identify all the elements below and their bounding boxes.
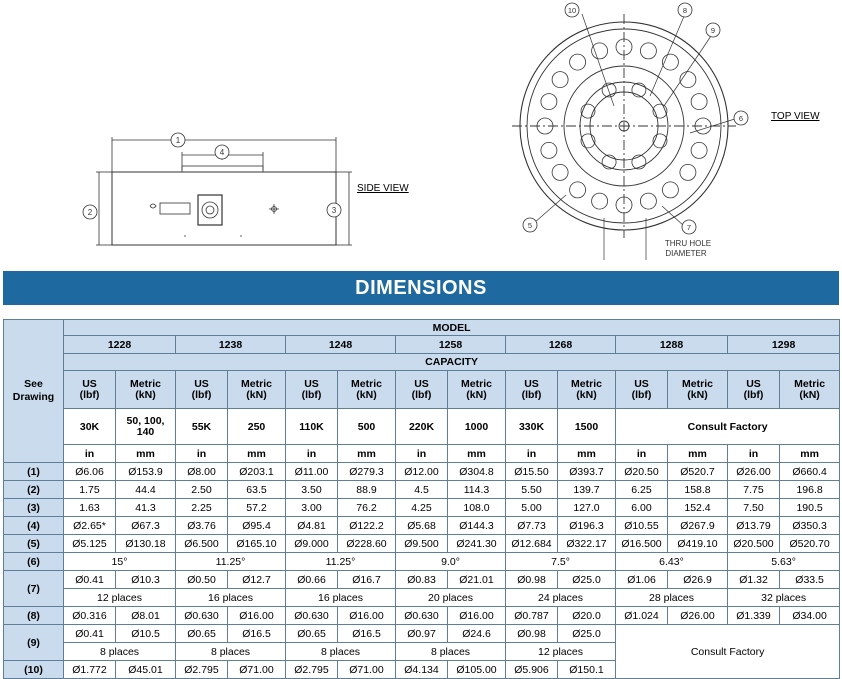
model-number: 1268 xyxy=(506,336,616,354)
thru-hole-label-1: THRU HOLE xyxy=(664,239,712,248)
value-cell: 1.63 xyxy=(64,499,116,517)
value-cell: Ø26.00 xyxy=(728,463,780,481)
inner-bolt-hole xyxy=(581,134,595,148)
capacity-metric: 250 xyxy=(228,409,286,445)
row-label: (7) xyxy=(4,571,64,607)
value-cell: 108.0 xyxy=(448,499,506,517)
value-cell: 7.75 xyxy=(728,481,780,499)
value-cell: Ø350.3 xyxy=(780,517,840,535)
value-cell: Ø16.7 xyxy=(338,571,396,589)
value-cell: 6.00 xyxy=(616,499,668,517)
callout-10: 10 xyxy=(567,6,577,15)
see-drawing-header: See Drawing xyxy=(4,320,64,463)
value-cell: 2.50 xyxy=(176,481,228,499)
capacity-metric: 500 xyxy=(338,409,396,445)
inner-bolt-hole xyxy=(632,155,646,169)
value-cell: Ø10.5 xyxy=(116,625,176,643)
callout-5: 5 xyxy=(527,221,533,230)
value-cell: Ø15.50 xyxy=(506,463,558,481)
value-cell: Ø1.024 xyxy=(616,607,668,625)
unit-mm: mm xyxy=(668,445,728,463)
value-cell: Ø241.30 xyxy=(448,535,506,553)
callout-4: 4 xyxy=(219,148,225,157)
value-cell: Ø144.3 xyxy=(448,517,506,535)
value-cell: Ø6.500 xyxy=(176,535,228,553)
unit-in: in xyxy=(286,445,338,463)
inner-bolt-hole xyxy=(632,83,646,97)
value-cell: Ø419.10 xyxy=(668,535,728,553)
callout-3: 3 xyxy=(331,206,337,215)
outer-bolt-hole xyxy=(570,54,586,70)
value-cell: Ø25.0 xyxy=(558,571,616,589)
value-cell: Ø304.8 xyxy=(448,463,506,481)
value-cell: Ø0.98 xyxy=(506,571,558,589)
places-cell: 28 places xyxy=(616,589,728,607)
dimensions-table xyxy=(3,319,840,679)
row-label: (6) xyxy=(4,553,64,571)
row-label: (4) xyxy=(4,517,64,535)
value-cell: Ø0.630 xyxy=(176,607,228,625)
inner-bolt-hole xyxy=(602,155,616,169)
model-number: 1288 xyxy=(616,336,728,354)
outer-bolt-hole xyxy=(680,164,696,180)
unit-mm: mm xyxy=(448,445,506,463)
value-cell: 152.4 xyxy=(668,499,728,517)
unit-mm: mm xyxy=(780,445,840,463)
value-cell: Ø3.76 xyxy=(176,517,228,535)
value-cell: 2.25 xyxy=(176,499,228,517)
capacity-us: 330K xyxy=(506,409,558,445)
capacity-us: 30K xyxy=(64,409,116,445)
value-cell: 3.00 xyxy=(286,499,338,517)
value-cell: 4.5 xyxy=(396,481,448,499)
capacity-us: 110K xyxy=(286,409,338,445)
value-cell: Ø1.06 xyxy=(616,571,668,589)
value-cell: Ø16.00 xyxy=(338,607,396,625)
callout-6: 6 xyxy=(738,114,744,123)
places-cell: 12 places xyxy=(506,643,616,661)
value-cell: Ø1.32 xyxy=(728,571,780,589)
model-number: 1248 xyxy=(286,336,396,354)
value-cell: Ø0.65 xyxy=(176,625,228,643)
unit-metric-header: Metric (kN) xyxy=(338,371,396,409)
outer-bolt-hole xyxy=(592,43,608,59)
value-cell: Ø0.66 xyxy=(286,571,338,589)
value-cell: 196.8 xyxy=(780,481,840,499)
value-cell: Ø9.000 xyxy=(286,535,338,553)
value-cell: Ø0.50 xyxy=(176,571,228,589)
callout-2: 2 xyxy=(87,208,93,217)
outer-bolt-hole xyxy=(552,72,568,88)
value-cell: Ø4.81 xyxy=(286,517,338,535)
unit-metric-header: Metric (kN) xyxy=(116,371,176,409)
unit-metric-header: Metric (kN) xyxy=(558,371,616,409)
value-cell: 158.8 xyxy=(668,481,728,499)
value-cell: Ø16.5 xyxy=(228,625,286,643)
outer-bolt-hole xyxy=(691,142,707,158)
unit-mm: mm xyxy=(338,445,396,463)
outer-bolt-hole xyxy=(680,72,696,88)
value-cell: Ø0.630 xyxy=(396,607,448,625)
value-cell: Ø10.3 xyxy=(116,571,176,589)
angle-cell: 7.5° xyxy=(506,553,616,571)
unit-in: in xyxy=(506,445,558,463)
outer-bolt-hole xyxy=(640,193,656,209)
value-cell: Ø660.4 xyxy=(780,463,840,481)
places-cell: 16 places xyxy=(176,589,286,607)
value-cell: Ø4.134 xyxy=(396,661,448,679)
outer-bolt-hole xyxy=(691,94,707,110)
value-cell: Ø203.1 xyxy=(228,463,286,481)
value-cell: Ø0.630 xyxy=(286,607,338,625)
angle-cell: 11.25° xyxy=(176,553,286,571)
value-cell: Ø322.17 xyxy=(558,535,616,553)
value-cell: Ø24.6 xyxy=(448,625,506,643)
inner-bolt-hole xyxy=(653,134,667,148)
unit-mm: mm xyxy=(228,445,286,463)
value-cell: Ø95.4 xyxy=(228,517,286,535)
row-label: (10) xyxy=(4,661,64,679)
value-cell: Ø71.00 xyxy=(338,661,396,679)
unit-us-header: US (lbf) xyxy=(616,371,668,409)
value-cell: 41.3 xyxy=(116,499,176,517)
value-cell: Ø153.9 xyxy=(116,463,176,481)
value-cell: 44.4 xyxy=(116,481,176,499)
outer-bolt-hole xyxy=(541,142,557,158)
unit-metric-header: Metric (kN) xyxy=(780,371,840,409)
value-cell: Ø5.68 xyxy=(396,517,448,535)
value-cell: 88.9 xyxy=(338,481,396,499)
side-view-drawing xyxy=(0,0,842,268)
value-cell: 5.50 xyxy=(506,481,558,499)
value-cell: Ø16.500 xyxy=(616,535,668,553)
places-cell: 32 places xyxy=(728,589,840,607)
value-cell: Ø0.316 xyxy=(64,607,116,625)
value-cell: Ø8.00 xyxy=(176,463,228,481)
outer-bolt-hole xyxy=(640,43,656,59)
value-cell: Ø2.795 xyxy=(286,661,338,679)
value-cell: 57.2 xyxy=(228,499,286,517)
row-label: (9) xyxy=(4,625,64,661)
row-label: (5) xyxy=(4,535,64,553)
value-cell: Ø1.772 xyxy=(64,661,116,679)
inner-bolt-hole xyxy=(653,104,667,118)
value-cell: Ø67.3 xyxy=(116,517,176,535)
value-cell: Ø122.2 xyxy=(338,517,396,535)
consult-factory-cell: Consult Factory xyxy=(616,409,840,445)
value-cell: Ø71.00 xyxy=(228,661,286,679)
value-cell: Ø130.18 xyxy=(116,535,176,553)
value-cell: 1.75 xyxy=(64,481,116,499)
drawings-area xyxy=(0,0,842,268)
places-cell: 12 places xyxy=(64,589,176,607)
callout-7: 7 xyxy=(686,223,692,232)
value-cell: Ø13.79 xyxy=(728,517,780,535)
value-cell: Ø8.01 xyxy=(116,607,176,625)
value-cell: 190.5 xyxy=(780,499,840,517)
places-cell: 20 places xyxy=(396,589,506,607)
value-cell: Ø0.98 xyxy=(506,625,558,643)
value-cell: Ø0.787 xyxy=(506,607,558,625)
inner-bolt-hole xyxy=(581,104,595,118)
places-cell: 24 places xyxy=(506,589,616,607)
model-number: 1238 xyxy=(176,336,286,354)
angle-cell: 5.63° xyxy=(728,553,840,571)
top-view-label: TOP VIEW xyxy=(771,111,820,122)
value-cell: Ø11.00 xyxy=(286,463,338,481)
angle-cell: 9.0° xyxy=(396,553,506,571)
places-cell: 8 places xyxy=(64,643,176,661)
value-cell: Ø6.06 xyxy=(64,463,116,481)
value-cell: Ø520.70 xyxy=(780,535,840,553)
dimensions-banner: DIMENSIONS xyxy=(3,271,839,305)
capacity-metric: 50, 100, 140 xyxy=(116,409,176,445)
capacity-us: 55K xyxy=(176,409,228,445)
value-cell: 114.3 xyxy=(448,481,506,499)
capacity-metric: 1000 xyxy=(448,409,506,445)
value-cell: Ø2.795 xyxy=(176,661,228,679)
model-number: 1298 xyxy=(728,336,840,354)
value-cell: Ø16.00 xyxy=(448,607,506,625)
value-cell: Ø5.906 xyxy=(506,661,558,679)
value-cell: Ø12.684 xyxy=(506,535,558,553)
places-cell: 8 places xyxy=(396,643,506,661)
angle-cell: 15° xyxy=(64,553,176,571)
unit-in: in xyxy=(396,445,448,463)
unit-us-header: US (lbf) xyxy=(396,371,448,409)
model-number: 1228 xyxy=(64,336,176,354)
value-cell: 6.25 xyxy=(616,481,668,499)
unit-us-header: US (lbf) xyxy=(286,371,338,409)
value-cell: Ø393.7 xyxy=(558,463,616,481)
outer-bolt-hole xyxy=(541,94,557,110)
unit-mm: mm xyxy=(558,445,616,463)
unit-us-header: US (lbf) xyxy=(728,371,780,409)
model-header: MODEL xyxy=(64,320,840,336)
row-label: (8) xyxy=(4,607,64,625)
unit-in: in xyxy=(728,445,780,463)
consult-factory-cell: Consult Factory xyxy=(616,625,840,679)
value-cell: Ø12.7 xyxy=(228,571,286,589)
value-cell: 76.2 xyxy=(338,499,396,517)
value-cell: Ø0.83 xyxy=(396,571,448,589)
places-cell: 16 places xyxy=(286,589,396,607)
places-cell: 8 places xyxy=(286,643,396,661)
value-cell: Ø279.3 xyxy=(338,463,396,481)
value-cell: Ø0.97 xyxy=(396,625,448,643)
value-cell: 3.50 xyxy=(286,481,338,499)
value-cell: Ø26.9 xyxy=(668,571,728,589)
value-cell: Ø21.01 xyxy=(448,571,506,589)
callout-9: 9 xyxy=(710,26,716,35)
unit-metric-header: Metric (kN) xyxy=(448,371,506,409)
unit-metric-header: Metric (kN) xyxy=(668,371,728,409)
angle-cell: 6.43° xyxy=(616,553,728,571)
capacity-header: CAPACITY xyxy=(64,354,840,371)
value-cell: Ø45.01 xyxy=(116,661,176,679)
value-cell: Ø9.500 xyxy=(396,535,448,553)
value-cell: Ø20.0 xyxy=(558,607,616,625)
unit-mm: mm xyxy=(116,445,176,463)
places-cell: 8 places xyxy=(176,643,286,661)
capacity-metric: 1500 xyxy=(558,409,616,445)
inner-bolt-hole xyxy=(602,83,616,97)
outer-bolt-hole xyxy=(662,182,678,198)
value-cell: Ø0.41 xyxy=(64,571,116,589)
value-cell: Ø5.125 xyxy=(64,535,116,553)
unit-in: in xyxy=(616,445,668,463)
value-cell: Ø0.65 xyxy=(286,625,338,643)
row-label: (3) xyxy=(4,499,64,517)
unit-us-header: US (lbf) xyxy=(176,371,228,409)
value-cell: Ø196.3 xyxy=(558,517,616,535)
value-cell: Ø1.339 xyxy=(728,607,780,625)
unit-in: in xyxy=(64,445,116,463)
row-label: (1) xyxy=(4,463,64,481)
value-cell: Ø16.00 xyxy=(228,607,286,625)
value-cell: Ø33.5 xyxy=(780,571,840,589)
value-cell: Ø520.7 xyxy=(668,463,728,481)
outer-bolt-hole xyxy=(570,182,586,198)
value-cell: Ø105.00 xyxy=(448,661,506,679)
value-cell: 127.0 xyxy=(558,499,616,517)
value-cell: Ø25.0 xyxy=(558,625,616,643)
unit-us-header: US (lbf) xyxy=(506,371,558,409)
value-cell: Ø0.41 xyxy=(64,625,116,643)
thru-hole-label-2: DIAMETER xyxy=(665,249,707,258)
value-cell: 4.25 xyxy=(396,499,448,517)
unit-us-header: US (lbf) xyxy=(64,371,116,409)
value-cell: Ø20.50 xyxy=(616,463,668,481)
value-cell: Ø10.55 xyxy=(616,517,668,535)
unit-metric-header: Metric (kN) xyxy=(228,371,286,409)
outer-bolt-hole xyxy=(592,193,608,209)
model-number: 1258 xyxy=(396,336,506,354)
value-cell: Ø165.10 xyxy=(228,535,286,553)
callout-1: 1 xyxy=(175,136,181,145)
value-cell: Ø150.1 xyxy=(558,661,616,679)
value-cell: 7.50 xyxy=(728,499,780,517)
value-cell: Ø34.00 xyxy=(780,607,840,625)
capacity-us: 220K xyxy=(396,409,448,445)
value-cell: Ø228.60 xyxy=(338,535,396,553)
value-cell: 5.00 xyxy=(506,499,558,517)
value-cell: 63.5 xyxy=(228,481,286,499)
outer-bolt-hole xyxy=(552,164,568,180)
value-cell: Ø26.00 xyxy=(668,607,728,625)
value-cell: 139.7 xyxy=(558,481,616,499)
value-cell: Ø2.65* xyxy=(64,517,116,535)
value-cell: Ø16.5 xyxy=(338,625,396,643)
row-label: (2) xyxy=(4,481,64,499)
value-cell: Ø267.9 xyxy=(668,517,728,535)
value-cell: Ø20.500 xyxy=(728,535,780,553)
callout-8: 8 xyxy=(682,6,688,15)
side-view-label: SIDE VIEW xyxy=(357,183,409,194)
unit-in: in xyxy=(176,445,228,463)
value-cell: Ø7.73 xyxy=(506,517,558,535)
value-cell: Ø12.00 xyxy=(396,463,448,481)
angle-cell: 11.25° xyxy=(286,553,396,571)
